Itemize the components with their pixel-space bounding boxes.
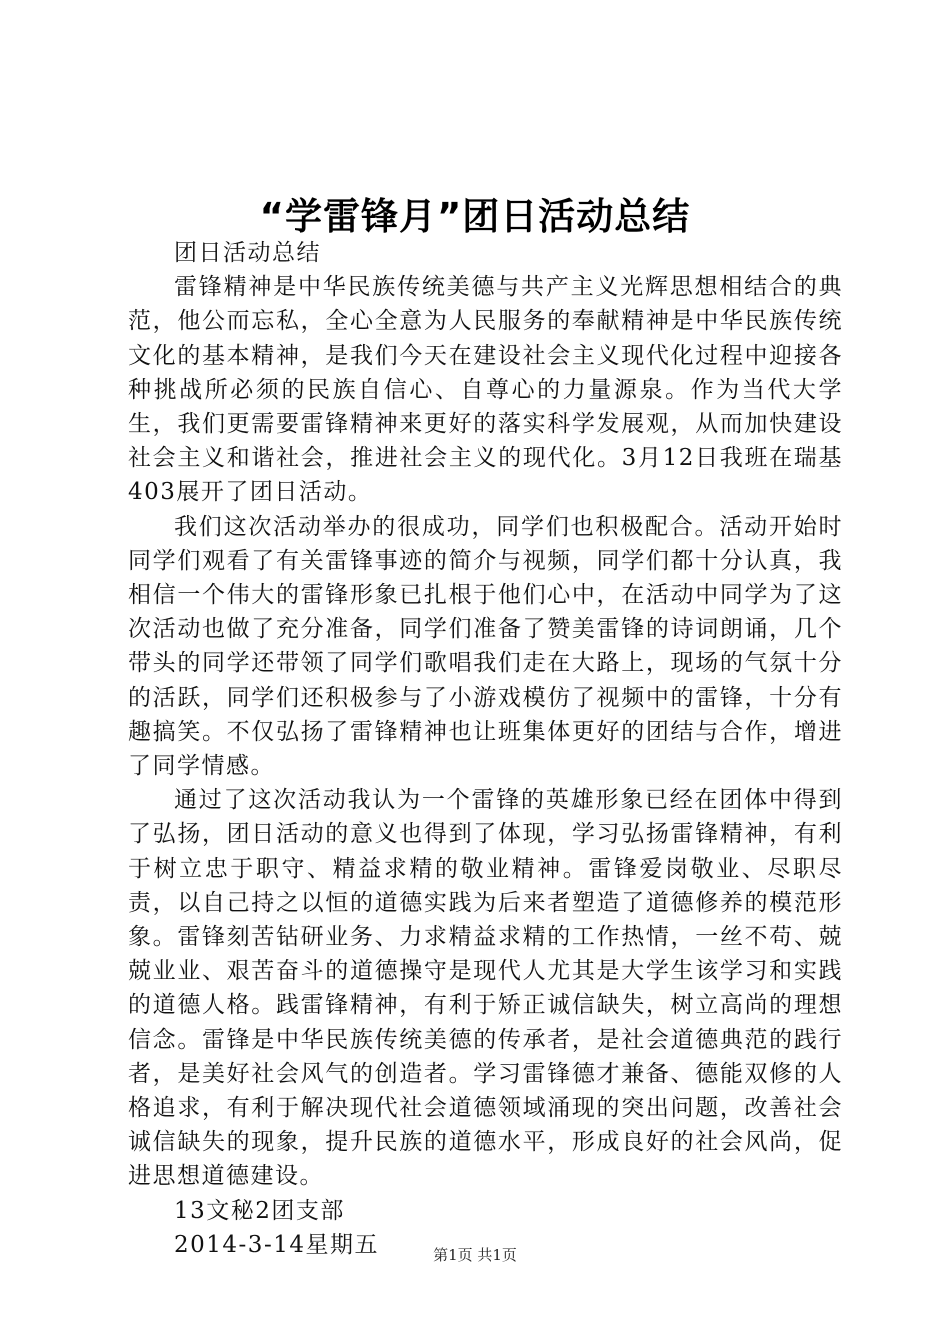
paragraph-1: 雷锋精神是中华民族传统美德与共产主义光辉思想相结合的典范，他公而忘私，全心全意为人民服务的奉献精神是中华民族传统文化的基本精神，是我们今天在建设社会主义现代化过程中迎接各种挑战所必须的民族自信心、自尊心的力量源泉。作为当代大学生，我们更需要雷锋精神来更好的落实科学发展观，从而加快建设社会主义和谐社会，推进社会主义的现代化。3月12日我班在瑞基403展开了团日活动。 — [128, 274, 843, 506]
page-number: 第1页 共1页 — [433, 1246, 517, 1264]
signature: 13文秘2团支部 — [174, 1197, 345, 1224]
document-body — [128, 236, 843, 1262]
paragraph-3: 通过了这次活动我认为一个雷锋的英雄形象已经在团体中得到了弘扬，团日活动的意义也得到了体现，学习弘扬雷锋精神，有利于树立忠于职守、精益求精的敬业精神。雷锋爱岗敬业、尽职尽责，以自己持之以恒的道德实践为后来者塑造了道德修养的模范形象。雷锋刻苦钻研业务、力求精益求精的工作热情，一丝不苟、兢兢业业、艰苦奋斗的道德操守是现代人尤其是大学生该学习和实践的道德人格。践雷锋精神，有利于矫正诚信缺失，树立高尚的理想信念。雷锋是中华民族传统美德的传承者，是社会道德典范的践行者，是美好社会风气的创造者。学习雷锋德才兼备、德能双修的人格追求，有利于解决现代社会道德领域涌现的突出问题，改善社会诚信缺失的现象，提升民族的道德水平，形成良好的社会风尚，促进思想道德建设。 — [128, 787, 843, 1190]
document-title: “学雷锋月”团日活动总结 — [259, 195, 691, 238]
paragraph-2: 我们这次活动举办的很成功，同学们也积极配合。活动开始时同学们观看了有关雷锋事迹的简介与视频，同学们都十分认真，我相信一个伟大的雷锋形象已扎根于他们心中，在活动中同学为了这次活动也做了充分准备，同学们准备了赞美雷锋的诗词朗诵，几个带头的同学还带领了同学们歌唱我们走在大路上，现场的气氛十分的活跃，同学们还积极参与了小游戏模仿了视频中的雷锋，十分有趣搞笑。不仅弘扬了雷锋精神也让班集体更好的团结与合作，增进了同学情感。 — [128, 513, 843, 780]
document-subtitle: 团日活动总结 — [174, 240, 321, 266]
date: 2014-3-14星期五 — [174, 1231, 379, 1258]
